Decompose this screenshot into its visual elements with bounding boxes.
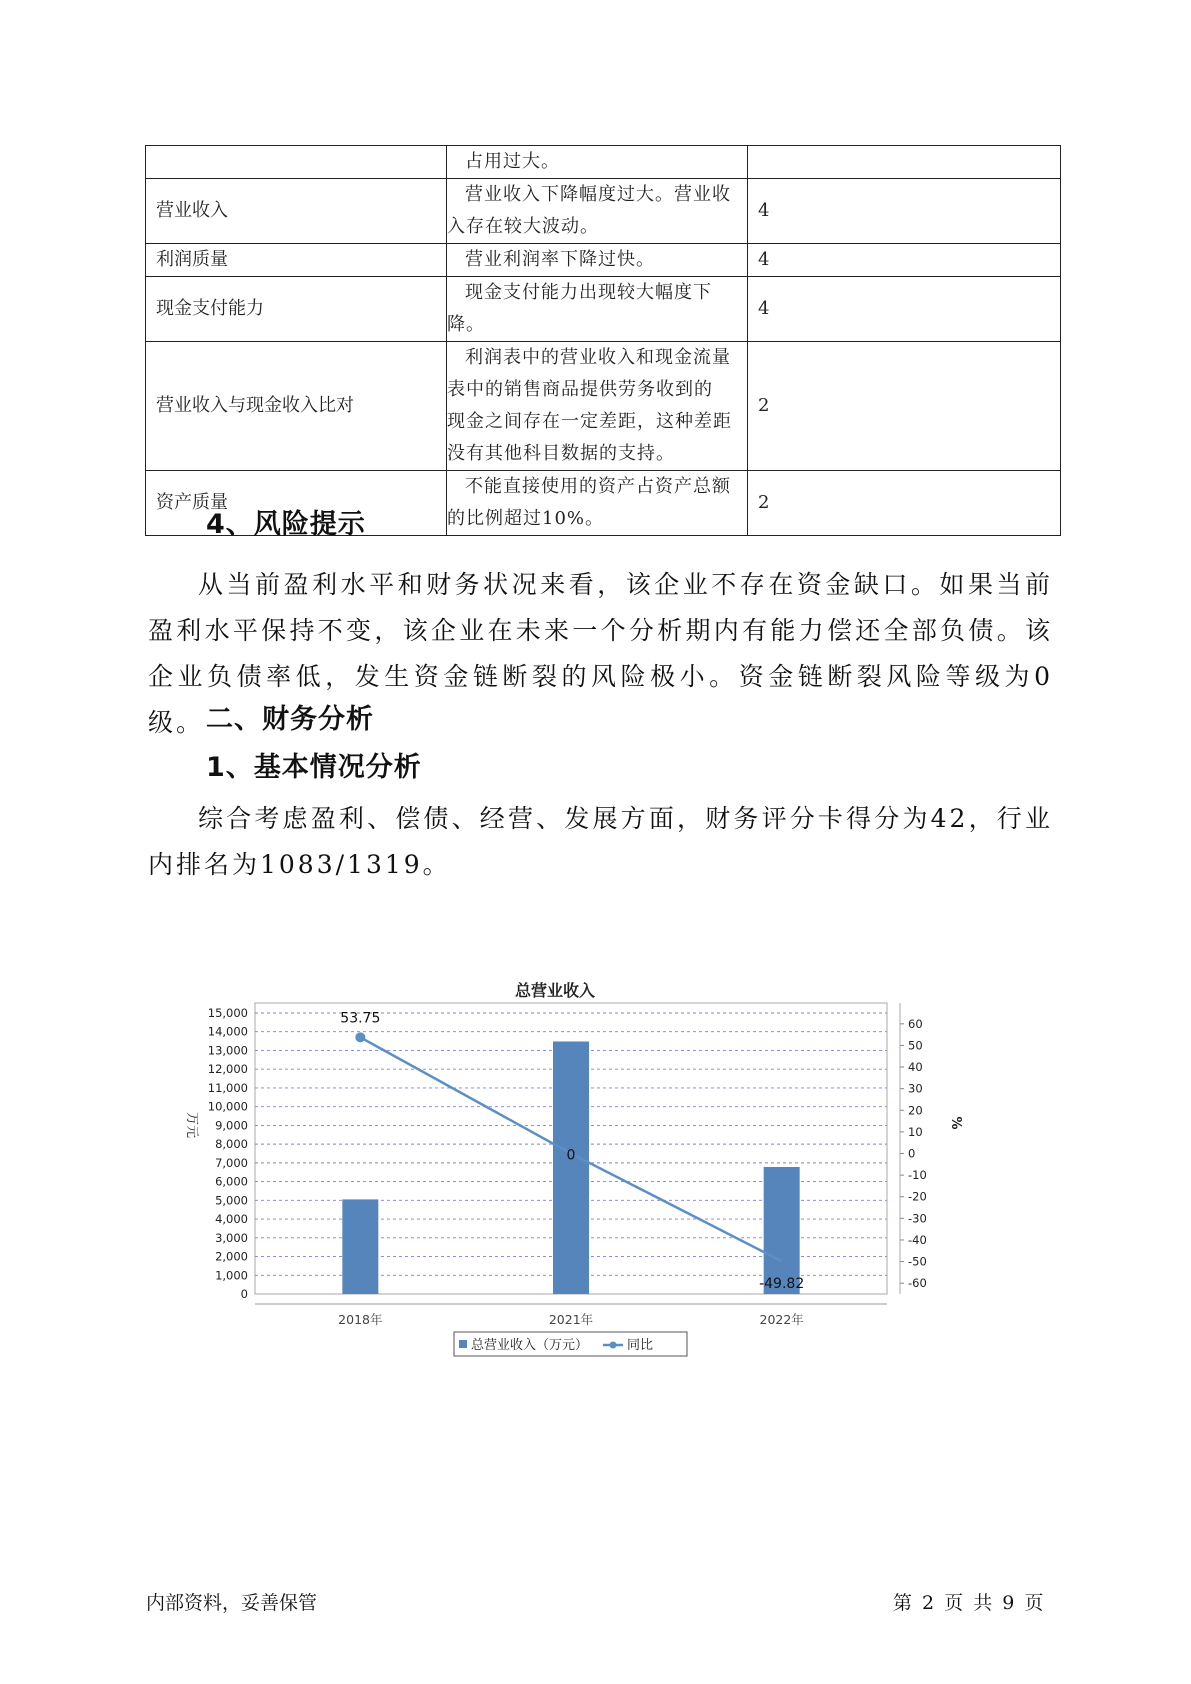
chart-title: 总营业收入	[514, 981, 596, 1000]
yoy-data-label: 0	[566, 1147, 576, 1164]
y-tick-label: 9,000	[215, 1118, 248, 1133]
y2-tick-label: -30	[908, 1211, 927, 1226]
y-tick-label: 8,000	[215, 1137, 248, 1152]
y2-tick-label: -40	[908, 1232, 927, 1247]
revenue-bar	[553, 1041, 589, 1294]
risk-item-name: 资产质量	[146, 471, 447, 536]
y-axis-label: 万元	[184, 1111, 199, 1139]
footer-page-number: 第 2 页 共 9 页	[893, 1592, 1046, 1614]
description-line: 表中的销售商品提供劳务收到的	[447, 379, 713, 400]
y-tick-label: 2,000	[215, 1249, 248, 1264]
risk-item-description	[447, 146, 748, 179]
y2-tick-label: -50	[908, 1254, 927, 1269]
table-row	[146, 342, 1061, 471]
x-tick-label: 2018年	[338, 1312, 383, 1327]
y2-tick-label: 30	[908, 1081, 923, 1096]
footer-confidential-note: 内部资料，妥善保管	[146, 1592, 318, 1614]
revenue-chart-svg	[180, 975, 980, 1450]
y-tick-label: 14,000	[207, 1024, 248, 1039]
description-line: 没有其他科目数据的支持。	[447, 443, 675, 464]
y2-tick-label: 10	[908, 1124, 923, 1139]
risk-item-name: 现金支付能力	[146, 277, 447, 342]
risk-item-score: 4	[748, 277, 1061, 342]
y2-tick-label: 60	[908, 1016, 923, 1031]
yoy-point	[355, 1032, 365, 1042]
description-line: 营业利润率下降过快。	[465, 249, 655, 270]
risk-indicator-table	[145, 145, 1061, 536]
legend-bar-swatch	[459, 1340, 467, 1348]
y2-tick-label: 20	[908, 1103, 923, 1118]
y-tick-label: 5,000	[215, 1193, 248, 1208]
y-tick-label: 3,000	[215, 1230, 248, 1245]
y-tick-label: 12,000	[207, 1062, 248, 1077]
description-line: 现金支付能力出现较大幅度下降。	[447, 282, 712, 335]
y-tick-label: 6,000	[215, 1174, 248, 1189]
yoy-data-label: -49.82	[759, 1276, 805, 1293]
x-tick-label: 2022年	[759, 1312, 804, 1327]
y2-axis-label: %	[948, 1116, 963, 1130]
y-tick-label: 1,000	[215, 1268, 248, 1283]
risk-item-description	[447, 471, 748, 536]
y2-tick-label: -60	[908, 1276, 927, 1291]
basic-analysis-title: 1、基本情况分析	[206, 752, 422, 783]
y-tick-label: 7,000	[215, 1155, 248, 1170]
risk-item-description	[447, 179, 748, 244]
y-tick-label: 13,000	[207, 1043, 248, 1058]
legend-line-label: 同比	[627, 1338, 654, 1353]
risk-item-score: 4	[748, 244, 1061, 277]
risk-item-description	[447, 277, 748, 342]
revenue-chart	[180, 975, 980, 1450]
risk-item-name: 营业收入与现金收入比对	[146, 342, 447, 471]
x-tick-label: 2021年	[548, 1312, 594, 1327]
risk-section-title: 4、风险提示	[206, 509, 366, 540]
description-line: 利润表中的营业收入和现金流量	[465, 347, 731, 368]
description-line: 入存在较大波动。	[447, 216, 599, 237]
description-line: 现金之间存在一定差距，这种差距	[447, 411, 732, 432]
finance-section-title: 二、财务分析	[206, 704, 374, 735]
revenue-bar	[764, 1167, 800, 1294]
description-line: 的比例超过10%。	[447, 508, 605, 529]
description-line: 占用过大。	[465, 151, 560, 172]
y2-tick-label: 50	[908, 1038, 923, 1053]
risk-paragraph: 从当前盈利水平和财务状况来看，该企业不存在资金缺口。如果当前盈利水平保持不变，该企业在未来一个分析期内有能力偿还全部负债。该企业负债率低，发生资金链断裂的风险极小。资金链断裂风险等级为0级。	[148, 570, 1053, 737]
y-tick-label: 4,000	[215, 1212, 248, 1227]
y-tick-label: 0	[240, 1287, 248, 1301]
description-line: 不能直接使用的资产占资产总额	[465, 476, 731, 497]
description-line: 营业收入下降幅度过大。营业收	[465, 184, 731, 205]
table-row	[146, 146, 1061, 179]
risk-item-score	[748, 146, 1061, 179]
table-row	[146, 277, 1061, 342]
risk-item-score: 4	[748, 179, 1061, 244]
risk-item-name	[146, 146, 447, 179]
y-tick-label: 10,000	[207, 1099, 248, 1114]
risk-item-name: 利润质量	[146, 244, 447, 277]
basic-analysis-paragraph: 综合考虑盈利、偿债、经营、发展方面，财务评分卡得分为42，行业内排名为1083/1319。	[148, 804, 1053, 879]
risk-item-score: 2	[748, 342, 1061, 471]
table-row	[146, 179, 1061, 244]
risk-item-description	[447, 244, 748, 277]
revenue-bar	[342, 1199, 378, 1294]
risk-item-score: 2	[748, 471, 1061, 536]
y-tick-label: 15,000	[207, 1006, 248, 1020]
legend-line-marker	[610, 1342, 617, 1349]
y2-tick-label: 0	[908, 1146, 916, 1161]
y-tick-label: 11,000	[207, 1080, 248, 1095]
legend-bar-label: 总营业收入（万元）	[471, 1338, 589, 1353]
y2-tick-label: -10	[908, 1168, 927, 1183]
table-row	[146, 244, 1061, 277]
yoy-data-label: 53.75	[340, 1010, 381, 1027]
risk-item-name: 营业收入	[146, 179, 447, 244]
y2-tick-label: 40	[908, 1060, 923, 1075]
y2-tick-label: -20	[908, 1189, 927, 1204]
risk-item-description	[447, 342, 748, 471]
